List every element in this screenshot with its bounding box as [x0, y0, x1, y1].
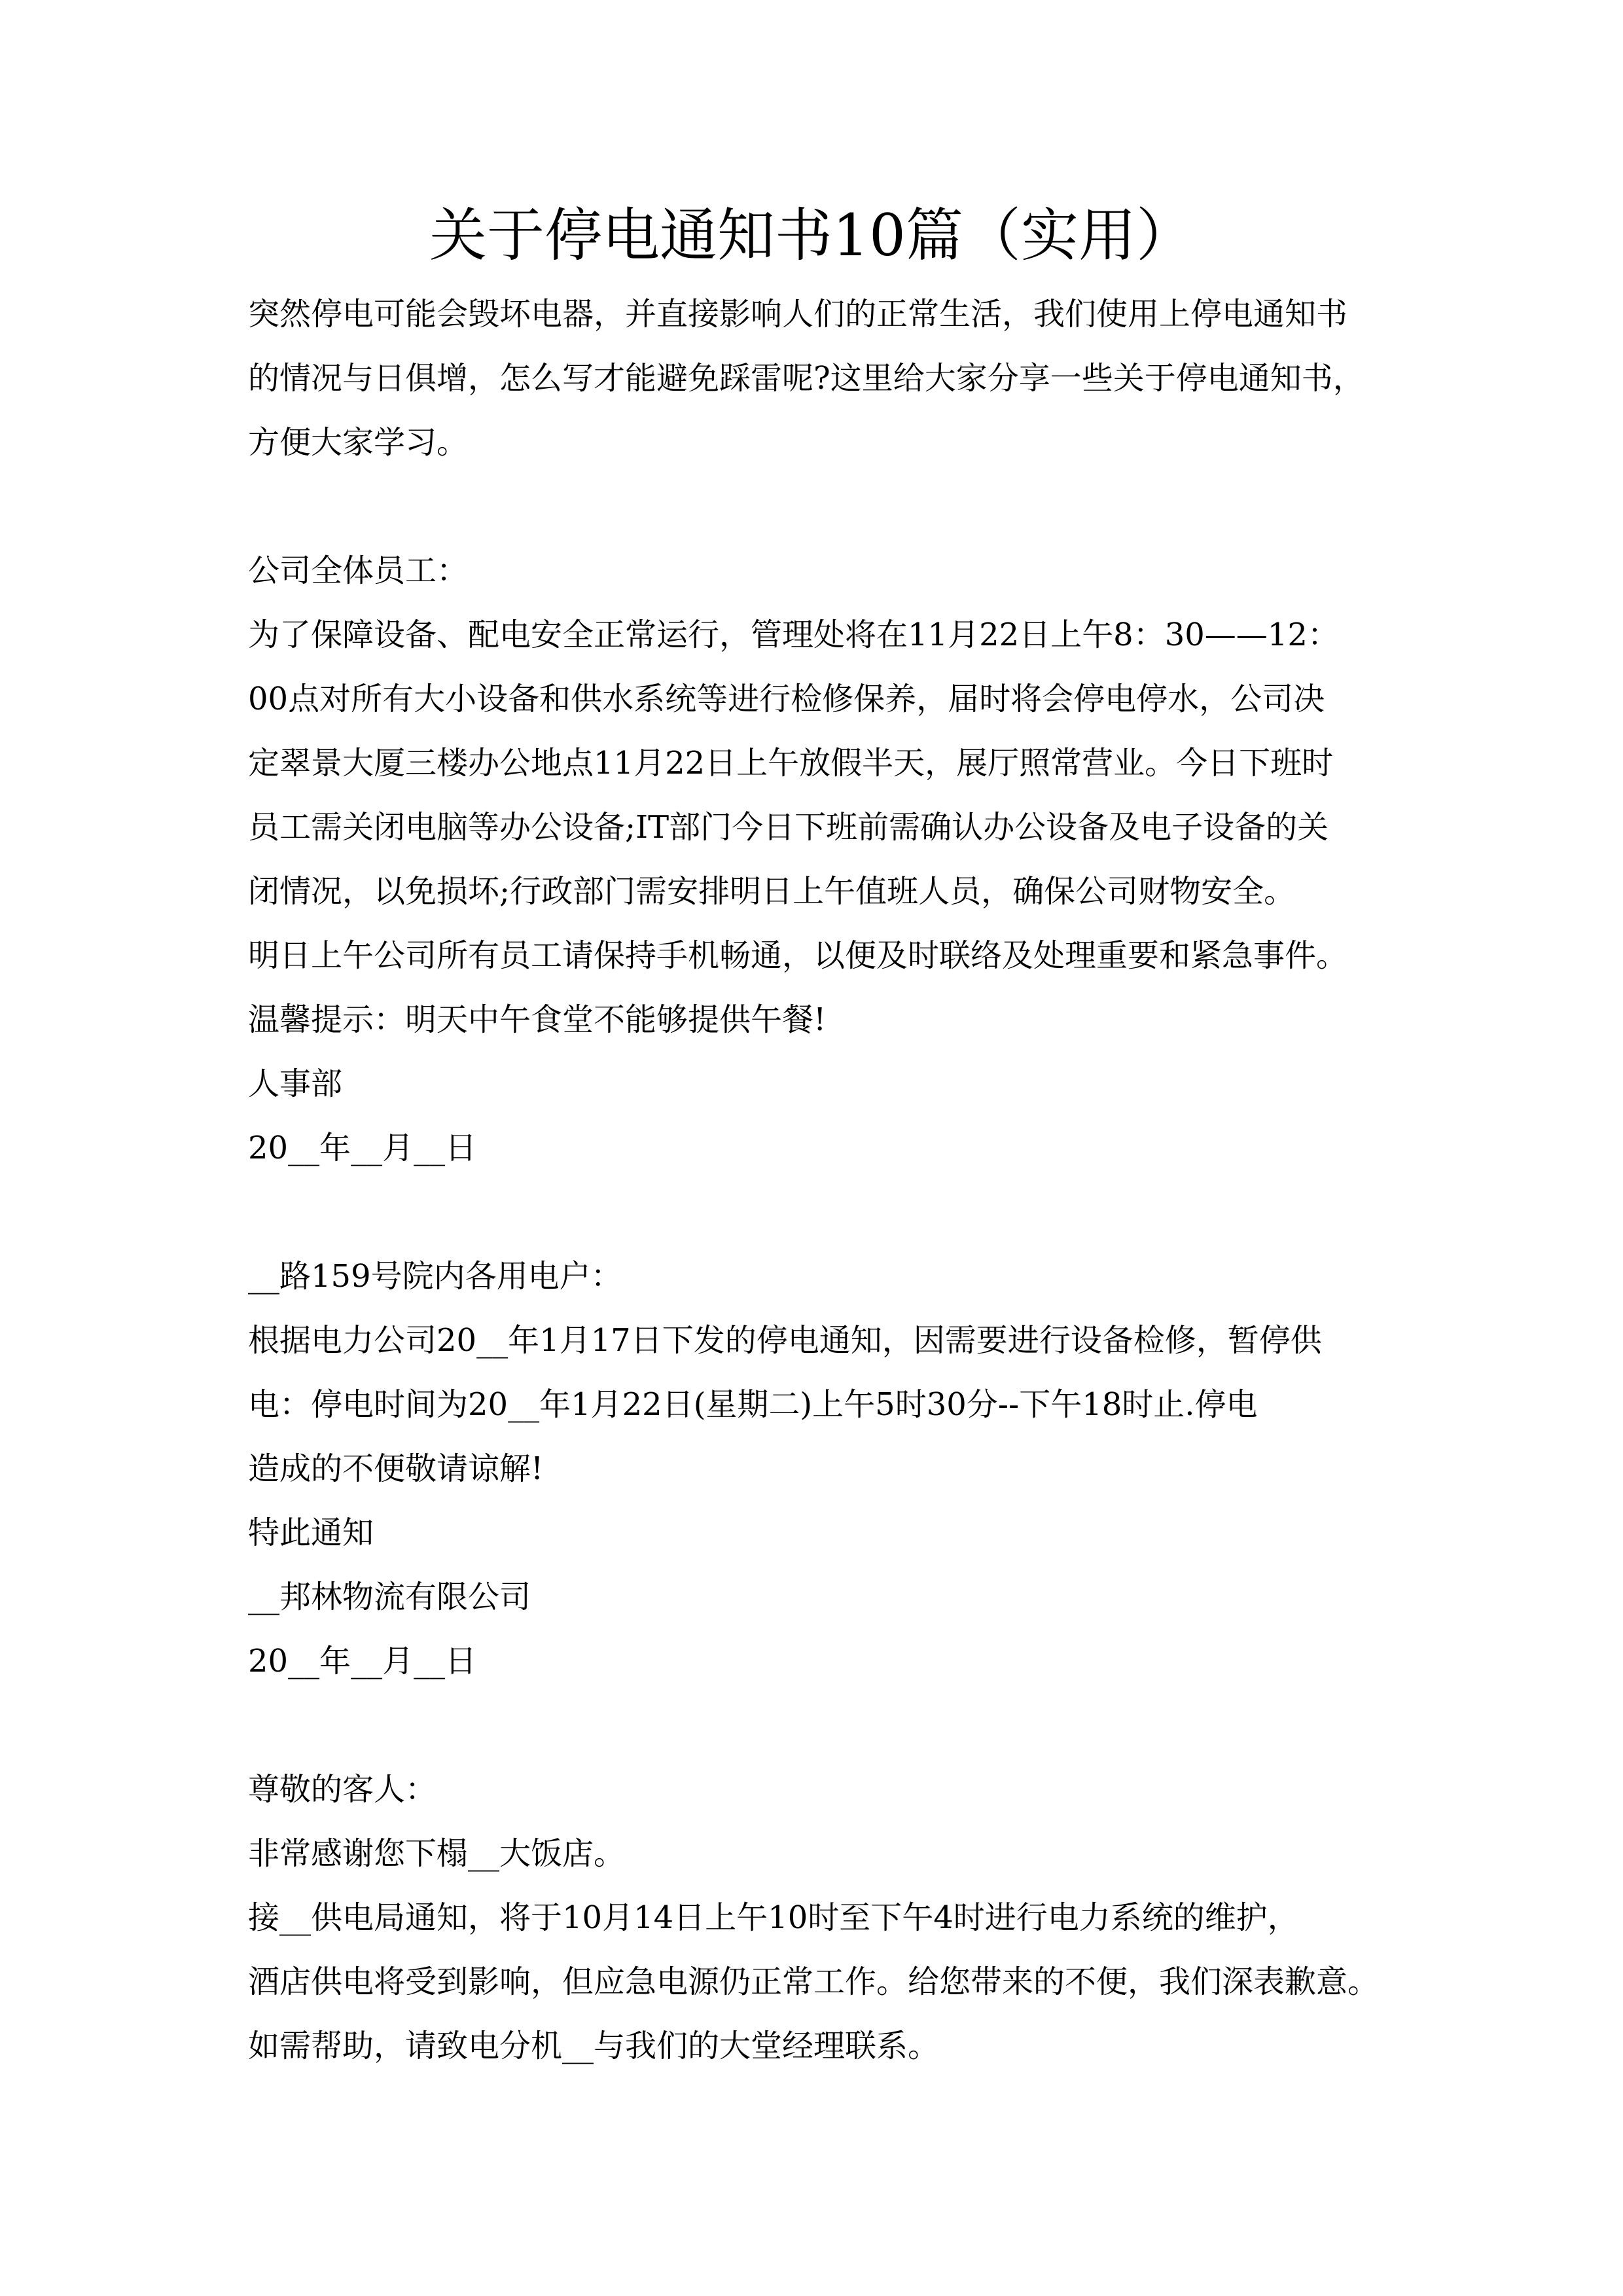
- salutation: 尊敬的客人：: [248, 1771, 437, 1808]
- text-line: 00点对所有大小设备和供水系统等进行检修保养，届时将会停电停水，公司决: [248, 681, 1325, 717]
- date: 20__年__月__日: [248, 1643, 477, 1679]
- text-line: 的情况与日俱增，怎么写才能避免踩雷呢?这里给大家分享一些关于停电通知书，: [248, 360, 1364, 397]
- text-line: 员工需关闭电脑等办公设备;IT部门今日下班前需确认办公设备及电子设备的关: [248, 809, 1329, 846]
- text-line: 非常感谢您下榻__大饭店。: [248, 1835, 626, 1872]
- text-line: 明日上午公司所有员工请保持手机畅通，以便及时联络及处理重要和紧急事件。: [248, 937, 1348, 974]
- text-line: 方便大家学习。: [248, 424, 469, 461]
- text-line: 造成的不便敬请谅解!: [248, 1450, 544, 1487]
- text-line: 温馨提示：明天中午食堂不能够提供午餐!: [248, 1001, 827, 1038]
- document-body: [248, 282, 1413, 2078]
- signature: __邦林物流有限公司: [248, 1579, 531, 1615]
- document-title: 关于停电通知书10篇（实用）: [429, 202, 1194, 269]
- text-line: 定翠景大厦三楼办公地点11月22日上午放假半天，展厅照常营业。今日下班时: [248, 745, 1334, 781]
- text-line: 闭情况，以免损坏;行政部门需安排明日上午值班人员，确保公司财物安全。: [248, 873, 1296, 910]
- notice-2: [248, 1244, 1413, 1693]
- text-line: 根据电力公司20__年1月17日下发的停电通知，因需要进行设备检修，暂停供: [248, 1322, 1322, 1359]
- text-line: 电：停电时间为20__年1月22日(星期二)上午5时30分--下午18时止.停电: [248, 1386, 1258, 1423]
- spacer: [248, 1693, 1413, 1757]
- text-line: 接__供电局通知，将于10月14日上午10时至下午4时进行电力系统的维护，: [248, 1899, 1299, 1936]
- intro-paragraph: [248, 282, 1413, 475]
- notice-1: [248, 539, 1413, 1180]
- text-line: 突然停电可能会毁坏电器，并直接影响人们的正常生活，我们使用上停电通知书: [248, 296, 1348, 332]
- text-line: 酒店供电将受到影响，但应急电源仍正常工作。给您带来的不便，我们深表歉意。: [248, 1964, 1380, 2000]
- salutation: 公司全体员工：: [248, 552, 469, 589]
- notice-3: [248, 1757, 1413, 2078]
- text-line: 为了保障设备、配电安全正常运行，管理处将在11月22日上午8：30——12：: [248, 617, 1339, 653]
- spacer: [248, 475, 1413, 539]
- signature: 人事部: [248, 1066, 343, 1102]
- date: 20__年__月__日: [248, 1130, 477, 1166]
- text-line: 特此通知: [248, 1515, 374, 1551]
- salutation: __路159号院内各用电户：: [248, 1258, 622, 1295]
- text-line: 如需帮助，请致电分机__与我们的大堂经理联系。: [248, 2028, 940, 2064]
- spacer: [248, 1180, 1413, 1244]
